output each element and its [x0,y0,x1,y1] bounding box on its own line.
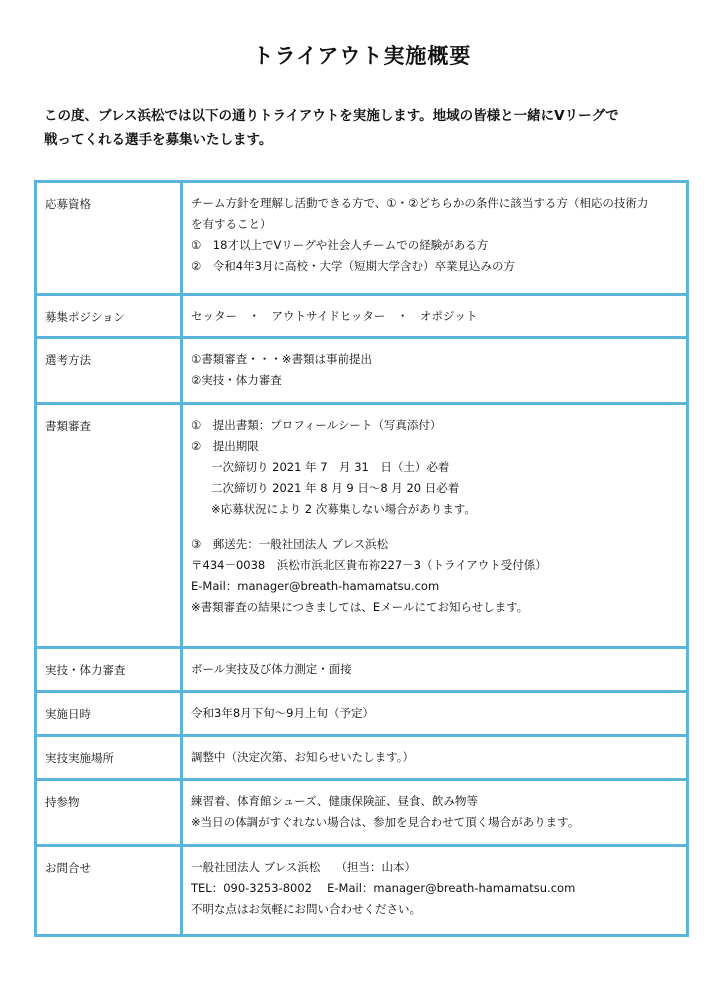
row-venue [36,736,688,780]
row-documents [36,404,688,648]
value-line: ①書類審査・・・※書類は事前提出 [191,352,372,366]
row-value [182,692,688,736]
value-line: を有すること） [191,217,272,231]
row-contact [36,846,688,936]
row-practical [36,648,688,692]
row-value [182,736,688,780]
row-value [182,338,688,404]
row-qualification [36,182,688,295]
intro-line: この度、ブレス浜松では以下の通りトライアウトを実施します。地域の皆様と一緒にVリーグで [44,108,619,124]
value-line: 不明な点はお気軽にお問い合わせください。 [191,902,421,916]
row-value [182,846,688,936]
value-line: 調整中（決定次第、お知らせいたします。） [191,750,414,764]
value-line: 一次締切り 2021 年 7 月 31 日（土）必着 [211,460,450,474]
value-line: ① 提出書類：プロフィールシート（写真添付） [191,418,442,432]
row-label: 応募資格 [36,182,182,295]
value-line: 〒434－0038 浜松市浜北区貴布祢227－3（トライアウト受付係） [191,558,547,572]
value-line: ②実技・体力審査 [191,373,282,387]
value-line: ※応募状況により 2 次募集しない場合があります。 [211,502,476,516]
value-line: 練習着、体育館シューズ、健康保険証、昼食、飲み物等 [191,794,479,808]
row-value [182,648,688,692]
value-line: ① 18才以上でVリーグや社会人チームでの経験がある方 [191,238,489,252]
row-label: 書類審査 [36,404,182,648]
value-line: 二次締切り 2021 年 8 月 9 日～8 月 20 日必着 [211,481,460,495]
value-line: ③ 郵送先：一般社団法人 ブレス浜松 [191,537,389,551]
spacer [191,520,678,534]
intro-line: 戦ってくれる選手を募集いたします。 [44,132,273,148]
value-line: 一般社団法人 ブレス浜松 （担当：山本） [191,860,417,874]
row-label: 実技・体力審査 [36,648,182,692]
value-line: ※当日の体調がすぐれない場合は、参加を見合わせて頂く場合があります。 [191,815,580,829]
row-date [36,692,688,736]
row-label: 募集ポジション [36,295,182,338]
row-label: 実技実施場所 [36,736,182,780]
row-belongings [36,780,688,846]
tryout-info-table [34,180,689,937]
value-line: セッター ・ アウトサイドヒッター ・ オポジット [191,309,478,323]
value-line: E-Mail：manager@breath-hamamatsu.com [191,579,440,593]
value-line: ボール実技及び体力測定・面接 [191,662,352,676]
row-positions [36,295,688,338]
row-value [182,295,688,338]
intro-paragraph [44,104,694,152]
row-label: 実施日時 [36,692,182,736]
row-label: お問合せ [36,846,182,936]
row-label: 選考方法 [36,338,182,404]
row-value [182,182,688,295]
value-line: 令和3年8月下旬～9月上旬（予定） [191,706,374,720]
value-line: ② 令和4年3月に高校・大学（短期大学含む）卒業見込みの方 [191,259,515,273]
value-line: ② 提出期限 [191,439,259,453]
document-title: トライアウト実施概要 [252,44,472,68]
row-value [182,780,688,846]
value-line: TEL：090-3253-8002 E-Mail：manager@breath-hamamatsu.com [191,881,576,895]
value-line: チーム方針を理解し活動できる方で、①・②どちらかの条件に該当する方（相応の技術力 [191,196,649,210]
value-line: ※書類審査の結果につきましては、Eメールにてお知らせします。 [191,600,529,614]
row-label: 持参物 [36,780,182,846]
row-selection [36,338,688,404]
row-value [182,404,688,648]
